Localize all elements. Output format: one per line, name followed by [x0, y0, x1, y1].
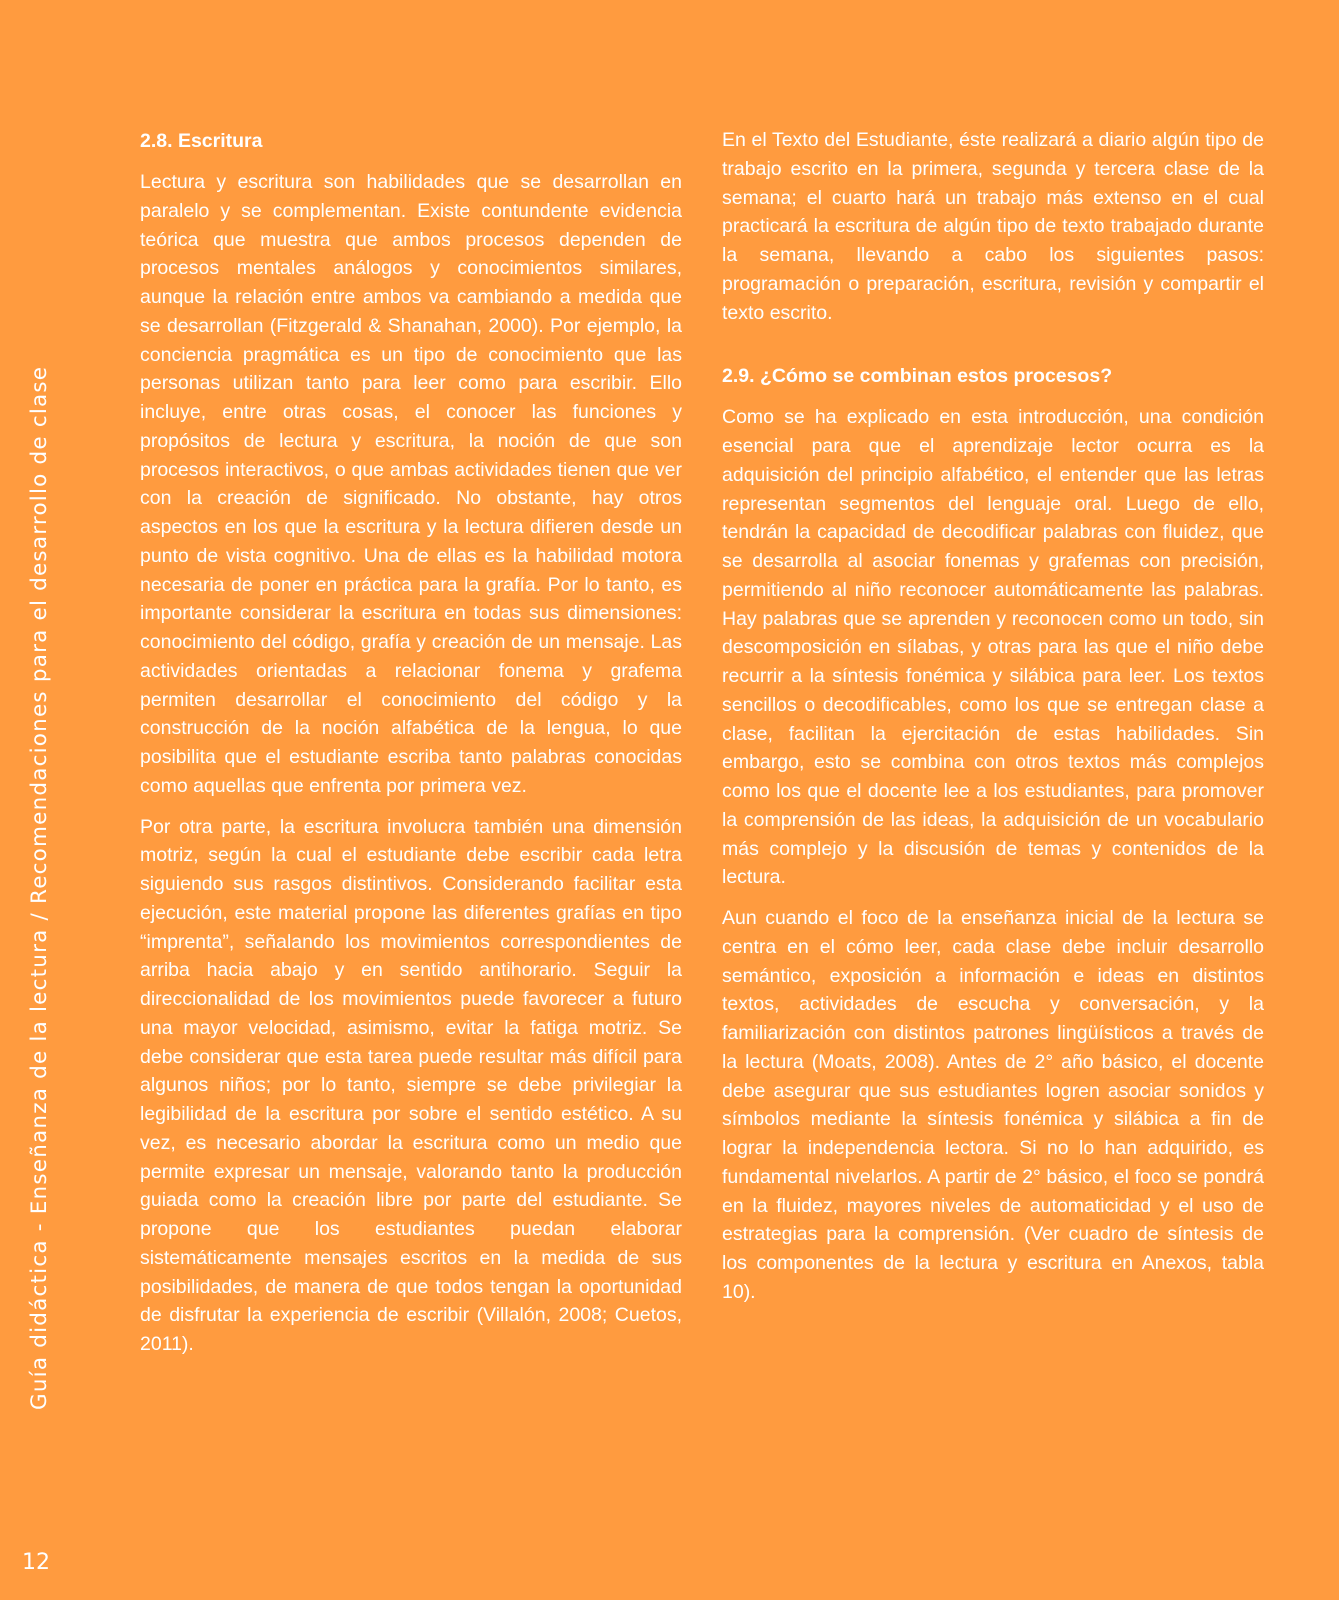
left-column	[140, 126, 682, 1371]
section-heading-escritura: 2.8. Escritura	[140, 130, 263, 152]
paragraph: Por otra parte, la escritura involucra también una dimensión motriz, según la cual el estudiante debe escribir cada letra siguiendo sus rasgos distintivos. Considerando facilitar esta ejecución, este material propone las diferentes grafías en tipo “imprenta”, señalando los movimientos correspondientes de arriba hacia abajo y en sentido antihorario. Seguir la direccionalidad de los movimientos puede favorecer a futuro una mayor velocidad, asimismo, evitar la fatiga motriz. Se debe considerar que esta tarea puede resultar más difícil para algunos niños; por lo tanto, siempre se debe privilegiar la legibilidad de la escritura por sobre el sentido estético. A su vez, es necesario abordar la escritura como un medio que permite expresar un mensaje, valorando tanto la producción guiada como la creación libre por parte del estudiante. Se propone que los estudiantes puedan elaborar sistemáticamente mensajes escritos en la medida de sus posibilidades, de manera de que todos tengan la oportunidad de disfrutar la experiencia de escribir (Villalón, 2008; Cuetos, 2011).	[140, 815, 682, 1355]
right-column	[722, 126, 1264, 1319]
page-number: 12	[22, 1550, 50, 1575]
paragraph: En el Texto del Estudiante, éste realizará a diario algún tipo de trabajo escrito en la primera, segunda y tercera clase de la semana; el cuarto hará un trabajo más extenso en el cual practicará la escritura de algún tipo de texto trabajado durante la semana, llevando a cabo los siguientes pasos: programación o preparación, escritura, revisión y compartir el texto escrito.	[722, 129, 1264, 324]
paragraph: Como se ha explicado en esta introducción, una condición esencial para que el aprendizaje lector ocurra es la adquisición del principio alfabético, el entender que las letras representan segmentos del lenguaje oral. Luego de ello, tendrán la capacidad de decodificar palabras con fluidez, que se desarrolla al asociar fonemas y grafemas con precisión, permitiendo al niño reconocer automáticamente las palabras. Hay palabras que se aprenden y reconocen como un todo, sin descomposición en sílabas, y otras para las que el niño debe recurrir a la síntesis fonémica y silábica para leer. Los textos sencillos o decodificables, como los que se entregan clase a clase, facilitan la ejercitación de estas habilidades. Sin embargo, esto se combina con otros textos más complejos como los que el docente lee a los estudiantes, para promover la comprensión de las ideas, la adquisición de un vocabulario más complejo y la discusión de temas y contenidos de la lectura.	[722, 406, 1264, 889]
section-heading-procesos: 2.9. ¿Cómo se combinan estos procesos?	[722, 365, 1113, 388]
paragraph: Aun cuando el foco de la enseñanza inicial de la lectura se centra en el cómo leer, cada clase debe incluir desarrollo semántico, exposición a información e ideas en distintos textos, actividades de escucha y conversación, y la familiarización con distintos patrones lingüísticos a través de la lectura (Moats, 2008). Antes de 2° año básico, el docente debe asegurar que sus estudiantes logren asociar sonidos y símbolos mediante la síntesis fonémica y silábica a fin de lograr la independencia lectora. Si no lo han adquirido, es fundamental nivelarlos. A partir de 2° básico, el foco se pondrá en la fluidez, mayores niveles de automaticidad y el uso de estrategias para la comprensión. (Ver cuadro de síntesis de los componentes de la lectura y escritura en Anexos, tabla 10).	[722, 907, 1264, 1303]
running-title: Guía didáctica - Enseñanza de la lectura / Recomendaciones para el desarrollo de clase	[27, 365, 52, 1410]
paragraph: Lectura y escritura son habilidades que se desarrollan en paralelo y se complementan. Existe contundente evidencia teórica que muestra que ambos procesos dependen de procesos mentales análogos y conocimientos similares, aunque la relación entre ambos va cambiando a medida que se desarrollan (Fitzgerald & Shanahan, 2000). Por ejemplo, la conciencia pragmática es un tipo de conocimiento que las personas utilizan tanto para leer como para escribir. Ello incluye, entre otras cosas, el conocer las funciones y propósitos de lectura y escritura, la noción de que son procesos interactivos, o que ambas actividades tienen que ver con la creación de significado. No obstante, hay otros aspectos en los que la escritura y la lectura difieren desde un punto de vista cognitivo. Una de ellas es la habilidad motora necesaria de poner en práctica para la grafía. Por lo tanto, es importante considerar la escritura en todas sus dimensiones: conocimiento del código, grafía y creación de un mensaje. Las actividades orientadas a relacionar fonema y grafema permiten desarrollar el conocimiento del código y la construcción de la noción alfabética de la lengua, lo que posibilita que el estudiante escriba tanto palabras conocidas como aquellas que enfrenta por primera vez.	[140, 171, 682, 797]
